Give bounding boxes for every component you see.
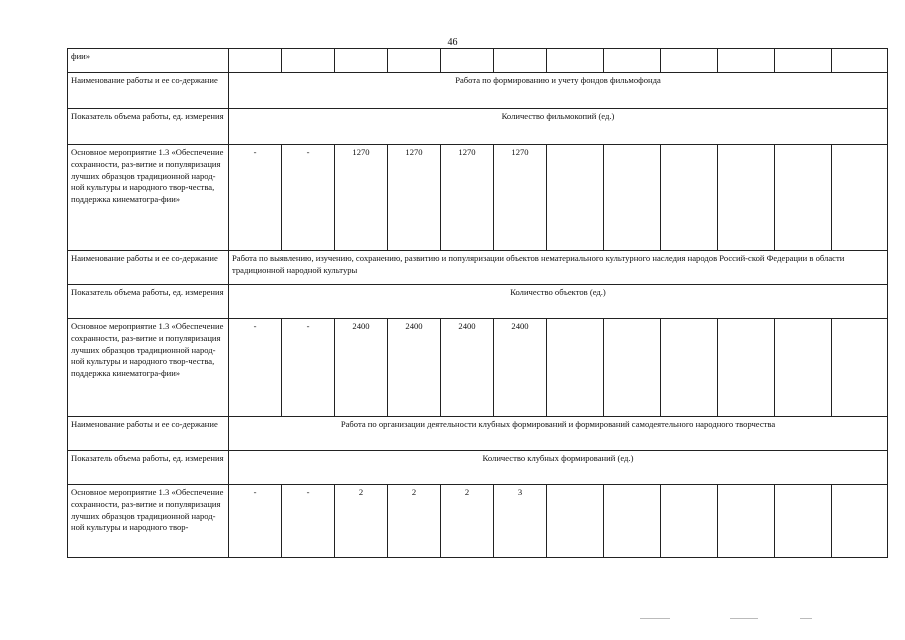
table-cell: 2400 — [441, 319, 494, 417]
table-cell — [229, 49, 282, 73]
table-cell — [718, 145, 775, 251]
table-row — [68, 417, 888, 451]
table-cell — [604, 49, 661, 73]
row-label: Основное мероприятие 1.3 «Обеспечение сохранности, раз-витие и популяризация лучших образцов традиционной народ-ной культуры и народного твор- — [68, 485, 229, 558]
table-cell — [775, 319, 832, 417]
table-cell — [775, 485, 832, 558]
table-cell: - — [282, 145, 335, 251]
table-cell: - — [282, 485, 335, 558]
row-label: Показатель объема работы, ед. измерения — [68, 451, 229, 485]
table-cell: 1270 — [494, 145, 547, 251]
table-cell: - — [229, 485, 282, 558]
table-cell — [494, 49, 547, 73]
table-cell: 2400 — [494, 319, 547, 417]
table-cell — [832, 49, 888, 73]
row-label: Основное мероприятие 1.3 «Обеспечение сохранности, раз-витие и популяризация лучших образцов традиционной народ-ной культуры и народного твор-чества, поддержка кинематогра-фии» — [68, 145, 229, 251]
table-row — [68, 145, 888, 251]
table-cell: - — [229, 145, 282, 251]
table-cell — [441, 49, 494, 73]
table-cell: 2 — [335, 485, 388, 558]
table-cell: - — [282, 319, 335, 417]
table-cell — [282, 49, 335, 73]
scan-artifacts — [600, 614, 840, 622]
row-label: Наименование работы и ее со-держание — [68, 251, 229, 285]
table-cell — [661, 49, 718, 73]
merged-description: Работа по формированию и учету фондов фильмофонда — [229, 73, 888, 109]
table-row — [68, 285, 888, 319]
table-cell — [832, 319, 888, 417]
row-label: Показатель объема работы, ед. измерения — [68, 285, 229, 319]
table-cell: 2400 — [335, 319, 388, 417]
merged-description: Количество клубных формирований (ед.) — [229, 451, 888, 485]
table-row — [68, 251, 888, 285]
merged-description: Количество фильмокопий (ед.) — [229, 109, 888, 145]
table-cell — [547, 49, 604, 73]
merged-description: Работа по организации деятельности клубных формирований и формирований самодеятельного народного творчества — [229, 417, 888, 451]
table-cell — [604, 319, 661, 417]
table-cell — [832, 485, 888, 558]
table-row — [68, 109, 888, 145]
table-cell — [547, 145, 604, 251]
table-cell — [547, 319, 604, 417]
table-row — [68, 73, 888, 109]
table-cell: 2 — [441, 485, 494, 558]
table-cell — [604, 485, 661, 558]
row-label: Основное мероприятие 1.3 «Обеспечение сохранности, раз-витие и популяризация лучших образцов традиционной народ-ной культуры и народного твор-чества, поддержка кинематогра-фии» — [68, 319, 229, 417]
table-cell: 1270 — [388, 145, 441, 251]
table-cell — [775, 145, 832, 251]
row-label: фии» — [68, 49, 229, 73]
table-cell: 1270 — [335, 145, 388, 251]
table-row — [68, 49, 888, 73]
merged-description: Работа по выявлению, изучению, сохранению, развитию и популяризации объектов нематериального культурного наследия народов Россий-ской Федерации в области традиционной народной культуры — [229, 251, 888, 285]
table-cell — [775, 49, 832, 73]
table-cell — [832, 145, 888, 251]
table-cell: 2 — [388, 485, 441, 558]
table-cell: - — [229, 319, 282, 417]
row-label: Показатель объема работы, ед. измерения — [68, 109, 229, 145]
table-cell — [547, 485, 604, 558]
row-label: Наименование работы и ее со-держание — [68, 417, 229, 451]
row-label: Наименование работы и ее со-держание — [68, 73, 229, 109]
table-cell — [604, 145, 661, 251]
table-cell: 1270 — [441, 145, 494, 251]
merged-description: Количество объектов (ед.) — [229, 285, 888, 319]
table-row — [68, 319, 888, 417]
table-cell — [718, 485, 775, 558]
table-cell — [661, 319, 718, 417]
table-cell — [661, 145, 718, 251]
table-cell — [335, 49, 388, 73]
table-cell — [718, 49, 775, 73]
table-cell: 3 — [494, 485, 547, 558]
table-cell — [718, 319, 775, 417]
table-cell — [661, 485, 718, 558]
table-cell: 2400 — [388, 319, 441, 417]
budget-table — [67, 48, 888, 558]
page-number: 46 — [447, 37, 458, 48]
table-row — [68, 485, 888, 558]
table-cell — [388, 49, 441, 73]
table-row — [68, 451, 888, 485]
